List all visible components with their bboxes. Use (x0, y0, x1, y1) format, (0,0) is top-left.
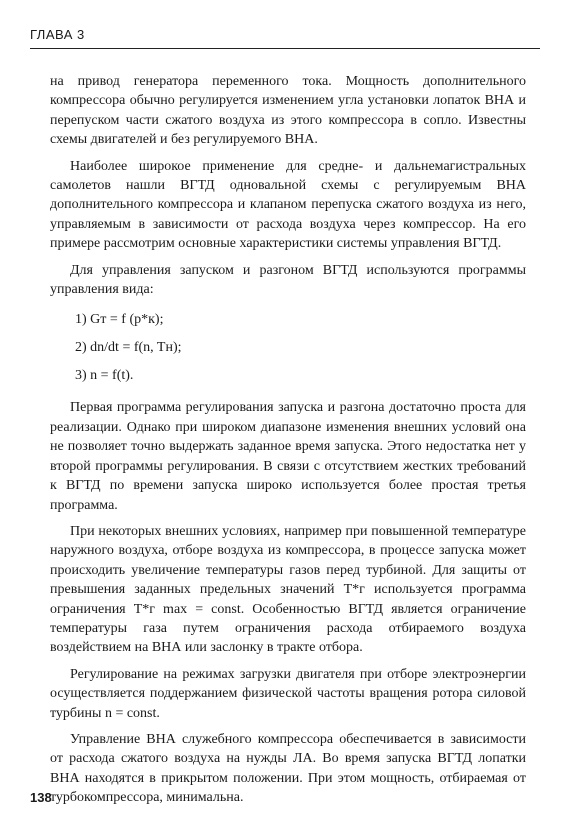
formula: 1) Gт = f (p*к); (75, 312, 164, 328)
paragraph: Наиболее широкое применение для средне- и дальнемагистральных самолетов нашли ВГТД одновальной схемы с регулируемым ВНА дополнительного компрессора и клапаном перепуска сжатого воздуха из него, управляемым в зависимости от расхода воздуха через компрессор. На его примере рассмотрим основные характеристики системы управления ВГТД. (50, 158, 526, 252)
paragraph: Регулирование на режимах загрузки двигателя при отборе электроэнергии осуществляется поддержанием физической частоты вращения ротора силовой турбины n = const. (50, 666, 526, 721)
formula: 2) dn/dt = f(n, Tн); (75, 340, 182, 356)
page-number: 138 (30, 790, 52, 805)
paragraph: Первая программа регулирования запуска и разгона достаточно проста для реализации. Однако при широком диапазоне изменения внешних условий она не позволяет точно выдержать заданное время запуска. Этого недостатка нет у второй программы регулирования. В связи с отсутствием жестких требований к ВГТД по времени запуска широко используется более простая третья программа. (50, 400, 526, 513)
chapter-title: ГЛАВА 3 (30, 27, 85, 42)
paragraph: Управление ВНА служебного компрессора обеспечивается в зависимости от расхода сжатого воздуха на нужды ЛА. Во время запуска ВГТД лопатки ВНА находятся в прикрытом положении. При этом мощность, отбираемая от турбокомпрессора, минимальна. (50, 731, 526, 806)
running-header (30, 26, 540, 49)
formula: 3) n = f(t). (75, 368, 134, 384)
paragraph: Для управления запуском и разгоном ВГТД используются программы управления вида: (50, 262, 526, 298)
paragraph: При некоторых внешних условиях, например при повышенной температуре наружного воздуха, отборе воздуха из компрессора, в процессе запуска может происходить увеличение температуры газов перед турбиной. Для защиты от превышения заданных предельных значений T*г используется программа ограничения T*г max = const. Особенностью ВГТД является ограничение температуры газа путем ограничения расхода отбираемого воздуха воздействием на ВНА или заслонку в тракте отбора. (50, 523, 526, 656)
paragraph: на привод генератора переменного тока. Мощность дополнительного компрессора обычно регулируется изменением угла установки лопаток ВНА и перепуском части сжатого воздуха из этого компрессора в сопло. Известны схемы двигателей и без регулируемого ВНА. (50, 74, 526, 148)
formula-list (50, 306, 526, 390)
page-body (50, 72, 526, 815)
